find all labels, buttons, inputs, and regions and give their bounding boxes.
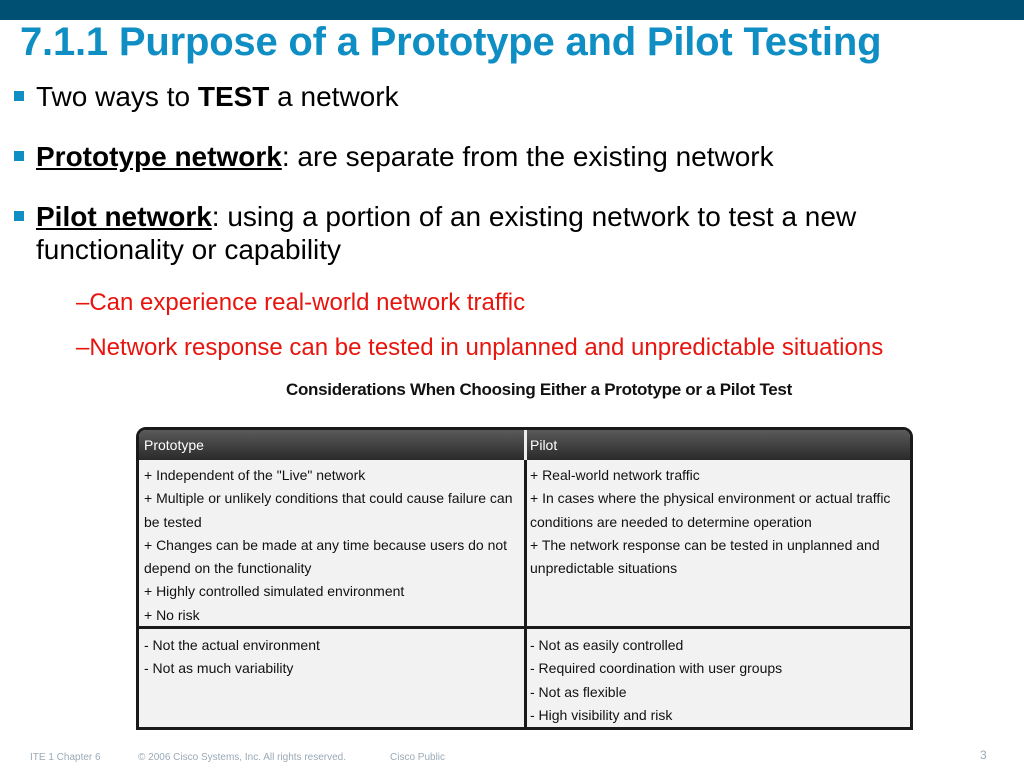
bullet-bold-text: TEST (197, 81, 270, 112)
header-prototype: Prototype (144, 437, 204, 453)
page-number: 3 (980, 748, 987, 762)
bullet-square-icon (14, 151, 24, 161)
bullet-term: Prototype network (36, 141, 282, 172)
column-divider (524, 430, 527, 727)
bullet-text: : are separate from the existing network (281, 141, 774, 172)
sub-bullet: –Can experience real-world network traffic (76, 289, 526, 316)
cell-prototype-pros (144, 464, 520, 627)
table-line: - Not the actual environment (144, 637, 320, 653)
table-line: + In cases where the physical environment or actual traffic conditions are needed to determine operation (530, 490, 891, 530)
top-bar (0, 0, 1024, 20)
table-line: - Not as easily controlled (530, 637, 684, 653)
footer-copyright: © 2006 Cisco Systems, Inc. All rights reserved. (138, 752, 347, 763)
footer-classification: Cisco Public (390, 752, 446, 763)
bullet-item (14, 200, 1004, 266)
bullet-list (14, 80, 1004, 293)
table-line: - Not as flexible (530, 683, 627, 700)
table-line: - Required coordination with user groups (530, 660, 783, 677)
cell-prototype-cons (144, 634, 520, 681)
footer-chapter: ITE 1 Chapter 6 (30, 752, 101, 763)
bullet-square-icon (14, 91, 24, 101)
header-pilot: Pilot (530, 437, 558, 453)
bullet-text: a network (269, 81, 399, 112)
table-caption: Considerations When Choosing Either a Prototype or a Pilot Test (286, 380, 792, 399)
table-line: + Changes can be made at any time because users do not depend on the functionality (144, 536, 508, 577)
bullet-item (14, 140, 1004, 173)
bullet-term: Pilot network (36, 201, 212, 232)
table-line: + Real-world network traffic (530, 467, 700, 483)
slide-title: 7.1.1 Purpose of a Prototype and Pilot Testing (20, 20, 882, 64)
table-line: - High visibility and risk (530, 706, 673, 723)
table-line: + Highly controlled simulated environment (144, 583, 405, 600)
sub-bullet: –Network response can be tested in unplanned and unpredictable situations (76, 334, 884, 361)
cell-pilot-pros (530, 464, 910, 580)
cell-pilot-cons (530, 634, 910, 727)
table-line: - Not as much variability (144, 660, 294, 677)
comparison-table (136, 427, 913, 730)
table-line: + Multiple or unlikely conditions that could cause failure can be tested (144, 490, 513, 530)
table-line: + The network response can be tested in unplanned and unpredictable situations (530, 536, 880, 577)
bullet-text: : using a portion of an existing network to test a new functionality or capability (36, 201, 857, 265)
bullet-item (14, 80, 1004, 113)
header-divider (524, 430, 527, 460)
table-line: + Independent of the "Live" network (144, 467, 366, 483)
table-line: + No risk (144, 606, 200, 623)
bullet-square-icon (14, 211, 24, 221)
bullet-text: Two ways to (36, 81, 198, 112)
